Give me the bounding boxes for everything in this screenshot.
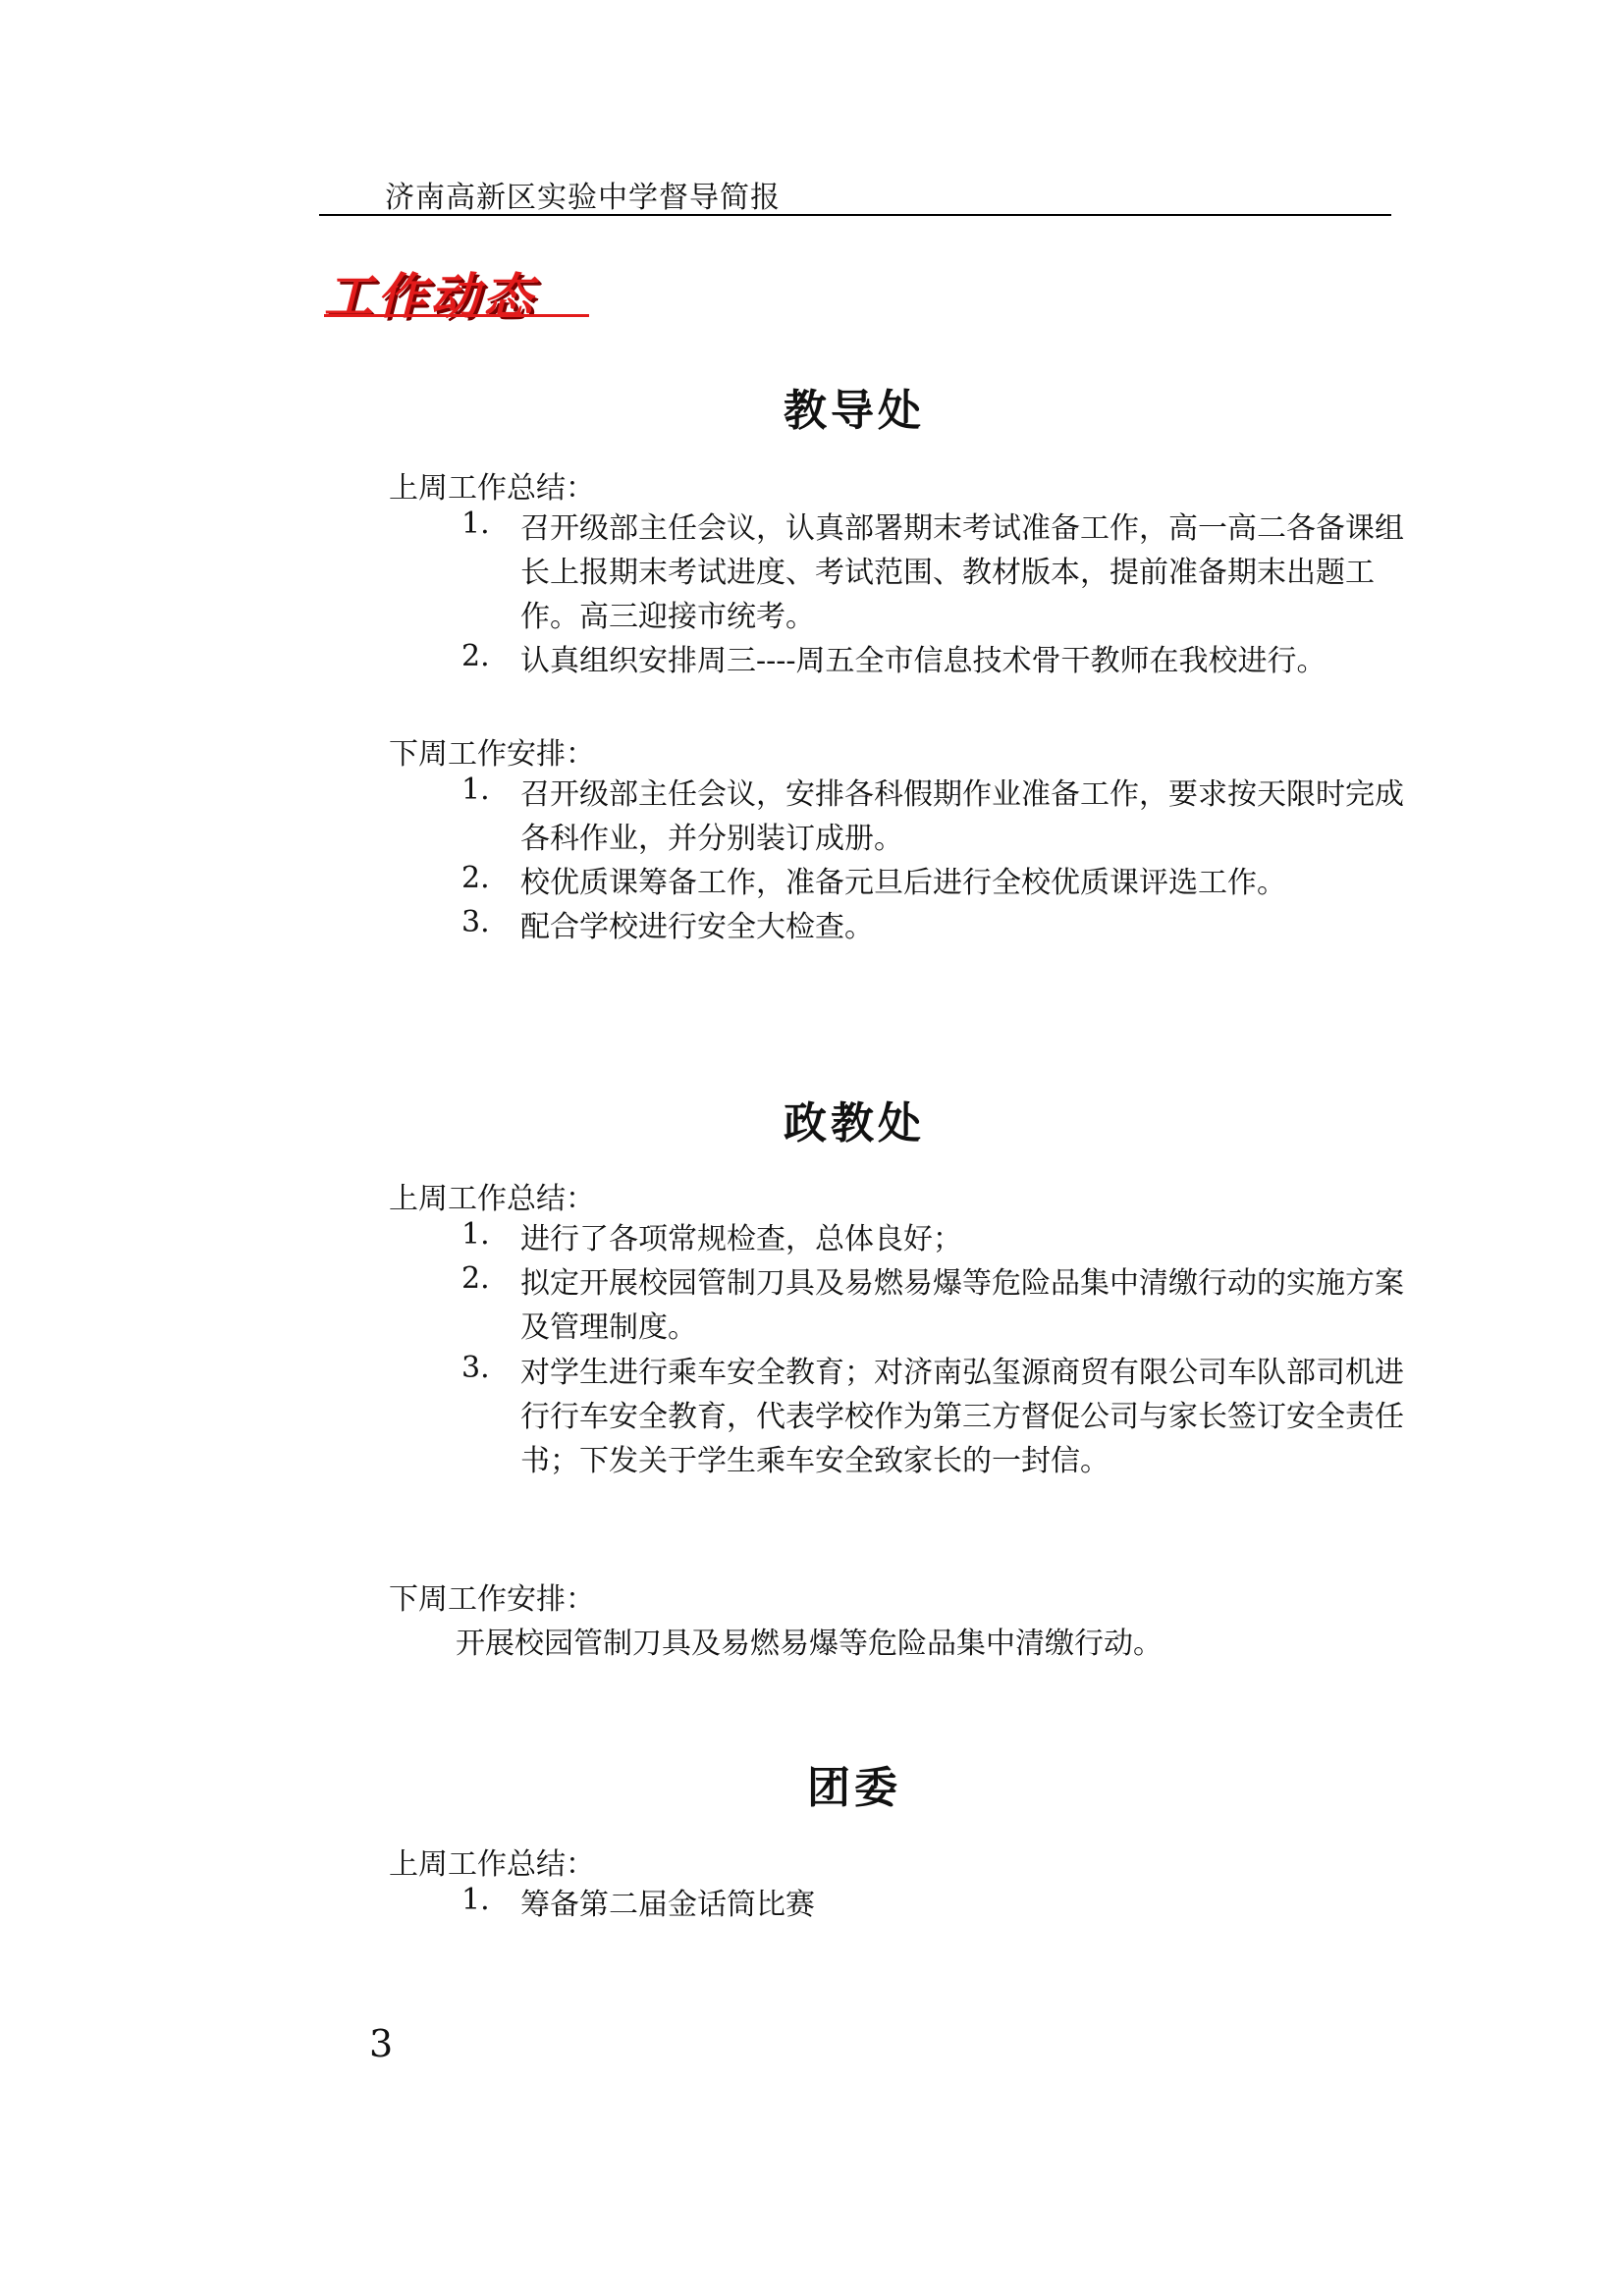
list-item: [461, 1883, 1404, 1928]
next-week-label: 下周工作安排：: [389, 737, 595, 772]
next-week-text: 开展校园管制刀具及易燃易爆等危险品集中清缴行动。: [456, 1627, 1163, 1661]
list-item: [461, 1351, 1404, 1531]
list-number: 1.: [461, 507, 490, 541]
list-item: [461, 905, 1404, 950]
section-title-zhengjiaochu: 政教处: [784, 1098, 925, 1148]
section-banner: 工作动态: [324, 268, 536, 325]
list-text: 拟定开展校园管制刀具及易燃易爆等危险品集中清缴行动的实施方案及管理制度。: [520, 1266, 1404, 1345]
list-item: [461, 773, 1404, 863]
last-week-label: 上周工作总结：: [389, 1182, 595, 1216]
document-header-title: 济南高新区实验中学督导简报: [385, 181, 781, 215]
list-item: [461, 1217, 1404, 1262]
list-text: 筹备第二届金话筒比赛: [520, 1888, 815, 1922]
list-number: 1.: [461, 1883, 490, 1917]
last-week-label: 上周工作总结：: [389, 471, 595, 506]
page-number: 3: [369, 2022, 394, 2065]
list-item: [461, 507, 1404, 644]
list-number: 3.: [461, 905, 490, 939]
list-number: 3.: [461, 1351, 490, 1385]
list-item: [461, 1261, 1404, 1352]
list-text: 召开级部主任会议，认真部署期末考试准备工作，高一高二各备课组长上报期末考试进度、考试范围、教材版本，提前准备期末出题工作。高三迎接市统考。: [520, 511, 1404, 634]
list-number: 2.: [461, 861, 490, 895]
list-text: 配合学校进行安全大检查。: [520, 910, 874, 944]
list-text: 校优质课筹备工作，准备元旦后进行全校优质课评选工作。: [520, 866, 1286, 900]
last-week-label: 上周工作总结：: [389, 1847, 595, 1882]
list-number: 1.: [461, 1217, 490, 1252]
list-text: 对学生进行乘车安全教育；对济南弘玺源商贸有限公司车队部司机进行行车安全教育，代表学校作为第三方督促公司与家长签订安全责任书；下发关于学生乘车安全致家长的一封信。: [520, 1356, 1404, 1478]
banner-underline: [324, 314, 589, 317]
list-text: 进行了各项常规检查，总体良好；: [520, 1222, 962, 1256]
list-number: 1.: [461, 773, 490, 807]
section-title-tuanwei: 团委: [807, 1763, 901, 1813]
list-item: [461, 861, 1404, 906]
header-divider: [319, 214, 1391, 216]
list-number: 2.: [461, 639, 490, 673]
section-title-jiaodaochu: 教导处: [784, 386, 925, 436]
list-number: 2.: [461, 1261, 490, 1296]
list-text: 认真组织安排周三----周五全市信息技术骨干教师在我校进行。: [520, 644, 1326, 678]
list-item: [461, 639, 1404, 684]
list-text: 召开级部主任会议，安排各科假期作业准备工作，要求按天限时完成各科作业，并分别装订成册。: [520, 777, 1404, 856]
next-week-label: 下周工作安排：: [389, 1582, 595, 1617]
